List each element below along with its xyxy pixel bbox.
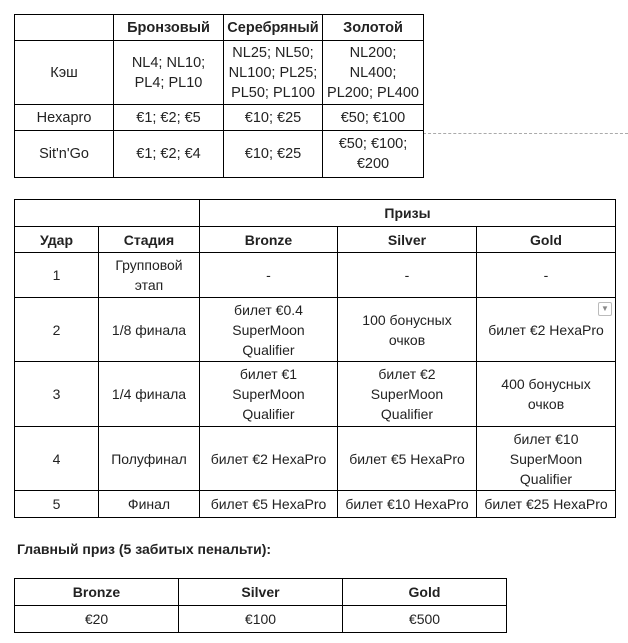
- table-row: [15, 427, 616, 491]
- cell: билет €0.4 SuperMoon Qualifier: [200, 298, 338, 362]
- cell: €10; €25: [224, 131, 323, 178]
- table-row: [15, 253, 616, 298]
- cell: Групповой этап: [99, 253, 200, 298]
- cell: билет €10 HexaPro: [338, 491, 477, 518]
- empty-header-cell: [15, 200, 200, 227]
- prizes-header: Призы: [200, 200, 616, 227]
- triangle-down-icon: ▼: [601, 304, 609, 313]
- cell: 100 бонусных очков: [338, 298, 477, 362]
- cell: 2: [15, 298, 99, 362]
- row-label: Hexapro: [15, 105, 114, 131]
- cell: NL200; NL400; PL200; PL400: [323, 41, 424, 105]
- cell: 5: [15, 491, 99, 518]
- cell: билет €2 HexaPro: [200, 427, 338, 491]
- cell: -: [338, 253, 477, 298]
- cell: €50; €100; €200: [323, 131, 424, 178]
- cell: билет €2 SuperMoon Qualifier: [338, 362, 477, 427]
- row-label: Sit'n'Go: [15, 131, 114, 178]
- cell: Финал: [99, 491, 200, 518]
- col-header-gold: Gold: [477, 227, 616, 253]
- table-row: [15, 298, 616, 362]
- cell: NL4; NL10; PL4; PL10: [114, 41, 224, 105]
- cell: билет €5 HexaPro: [200, 491, 338, 518]
- prizes-table: [14, 199, 616, 518]
- table-row: [15, 491, 616, 518]
- cell: 4: [15, 427, 99, 491]
- rooms-table: [14, 14, 424, 178]
- table-row: [15, 362, 616, 427]
- header-silver: Серебряный: [224, 15, 323, 41]
- header-bronze: Бронзовый: [114, 15, 224, 41]
- main-prize-table: [14, 578, 507, 633]
- dashed-divider: [423, 133, 628, 134]
- prize-silver: €100: [179, 606, 343, 633]
- main-prize-heading: Главный приз (5 забитых пенальти):: [17, 541, 272, 557]
- cell: NL25; NL50; NL100; PL25; PL50; PL100: [224, 41, 323, 105]
- cell: €1; €2; €4: [114, 131, 224, 178]
- cell: билет €2 HexaPro: [477, 298, 616, 362]
- dropdown-toggle[interactable]: [598, 302, 612, 316]
- col-header-silver: Silver: [338, 227, 477, 253]
- cell: 1/8 финала: [99, 298, 200, 362]
- empty-header-cell: [15, 15, 114, 41]
- cell: билет €5 HexaPro: [338, 427, 477, 491]
- prize-gold: €500: [343, 606, 507, 633]
- cell: €10; €25: [224, 105, 323, 131]
- header-gold: Gold: [343, 579, 507, 606]
- cell: 1: [15, 253, 99, 298]
- cell: 3: [15, 362, 99, 427]
- cell: билет €1 SuperMoon Qualifier: [200, 362, 338, 427]
- col-header-bronze: Bronze: [200, 227, 338, 253]
- cell: 1/4 финала: [99, 362, 200, 427]
- cell: билет €25 HexaPro: [477, 491, 616, 518]
- header-gold: Золотой: [323, 15, 424, 41]
- cell: Полуфинал: [99, 427, 200, 491]
- header-bronze: Bronze: [15, 579, 179, 606]
- prize-bronze: €20: [15, 606, 179, 633]
- header-silver: Silver: [179, 579, 343, 606]
- col-header-kick: Удар: [15, 227, 99, 253]
- cell: билет €10 SuperMoon Qualifier: [477, 427, 616, 491]
- cell: 400 бонусных очков: [477, 362, 616, 427]
- cell: -: [477, 253, 616, 298]
- cell: €1; €2; €5: [114, 105, 224, 131]
- col-header-stage: Стадия: [99, 227, 200, 253]
- cell: -: [200, 253, 338, 298]
- cell: €50; €100: [323, 105, 424, 131]
- row-label: Кэш: [15, 41, 114, 105]
